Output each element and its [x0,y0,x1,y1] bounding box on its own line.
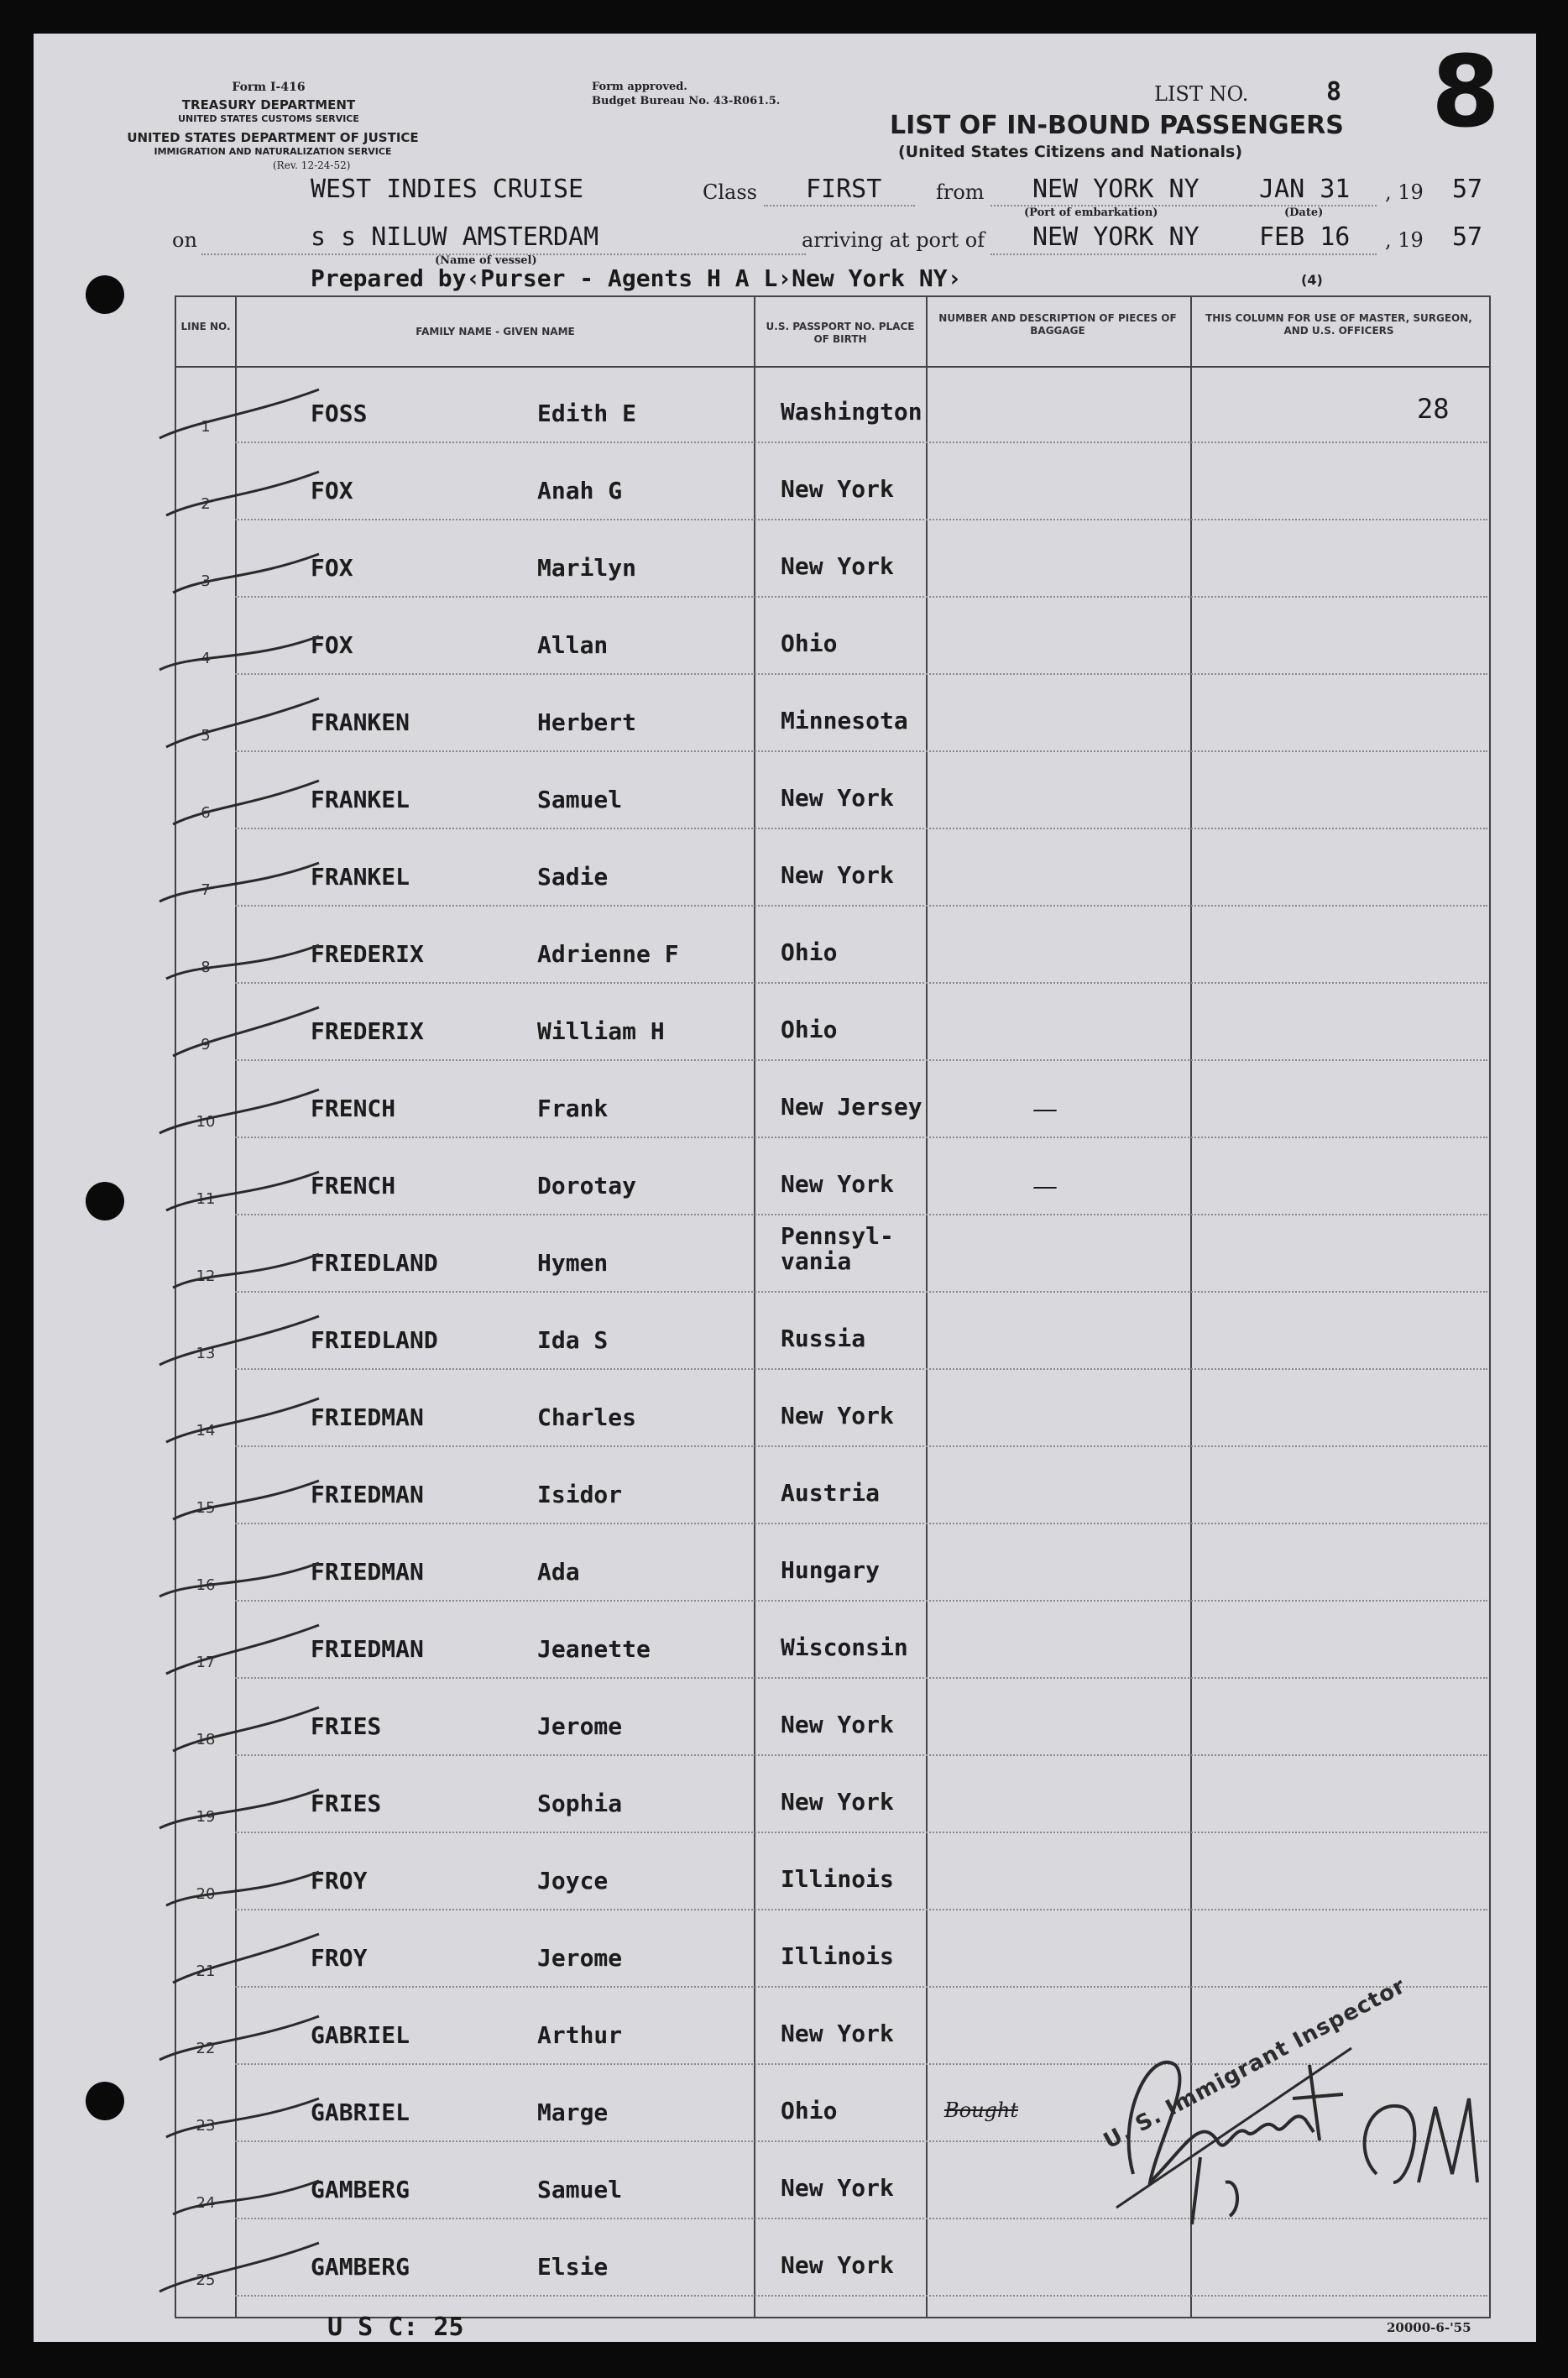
form-number: Form I-416 [232,81,306,94]
line-number: 4 [201,650,211,667]
place-of-birth: Hungary [781,1556,881,1584]
given-name: Hymen [537,1249,609,1277]
place-of-birth: New York [781,1711,894,1738]
place-of-birth: New York [781,475,894,503]
given-name: Marge [537,2098,609,2126]
given-name: Joyce [537,1867,609,1895]
line-number: 20 [196,1885,216,1903]
family-name: FOX [311,554,353,582]
year-prefix-2: , 19 [1385,228,1424,252]
place-of-birth: Austria [781,1479,881,1507]
customs-service: UNITED STATES CUSTOMS SERVICE [178,113,359,124]
prepared-by: Prepared by‹Purser - Agents H A L›New York NY› [311,264,962,292]
line-number: 16 [196,1576,216,1594]
line-number: 21 [196,1963,216,1980]
depart-year: 57 [1452,175,1483,204]
family-name: FOX [311,477,353,504]
line-number: 7 [201,881,211,899]
given-name: Jeanette [537,1635,651,1663]
family-name: FRIEDMAN [311,1635,424,1663]
baggage-description: — [1032,1172,1058,1201]
year-prefix-1: , 19 [1385,180,1424,204]
revision-date: (Rev. 12-24-52) [273,159,351,171]
given-name: Sadie [537,863,609,891]
given-name: Samuel [537,786,623,813]
place-of-birth: Wisconsin [781,1633,908,1661]
line-number: 24 [196,2194,216,2212]
family-name: GAMBERG [311,2253,410,2281]
family-name: FROY [311,1867,368,1895]
family-name: FRENCH [311,1172,396,1199]
family-name: FRIEDLAND [311,1249,438,1277]
family-name: FRANKEL [311,786,410,813]
given-name: Marilyn [537,554,637,582]
arrival-date: FEB 16 [1259,222,1351,252]
punch-hole-top [86,275,124,314]
inspector-signature [1100,2015,1519,2233]
given-name: Ida S [537,1326,609,1354]
justice-dept: UNITED STATES DEPARTMENT OF JUSTICE [127,130,419,145]
given-name: Sophia [537,1790,623,1817]
class-label: Class [703,180,757,204]
family-name: FRIES [311,1712,382,1740]
given-name: Herbert [537,708,637,736]
line-number: 8 [201,959,211,976]
family-name: FREDERIX [311,940,424,968]
line-number: 14 [196,1422,216,1440]
from-label: from [936,180,985,204]
place-of-birth: New York [781,1402,894,1429]
place-of-birth: New York [781,2174,894,2202]
line-number: 19 [196,1808,216,1826]
given-name: Edith E [537,400,637,427]
family-name: FOX [311,631,353,659]
given-name: Adrienne F [537,940,679,968]
family-name: FRENCH [311,1095,396,1122]
page-corner-number: 8 [1431,34,1501,149]
family-name: FRIEDLAND [311,1326,438,1354]
vessel-caption: (Name of vessel) [435,254,537,267]
given-name: Frank [537,1095,609,1122]
treasury-dept: TREASURY DEPARTMENT [181,97,356,112]
family-name: GAMBERG [311,2176,410,2203]
place-of-birth: Ohio [781,2097,838,2125]
col-passport: U.S. PASSPORT NO. PLACE OF BIRTH [766,321,915,345]
col-name: FAMILY NAME - GIVEN NAME [416,326,575,337]
document-subtitle: (United States Citizens and Nationals) [898,143,1243,161]
col-officers: THIS COLUMN FOR USE OF MASTER, SURGEON, AND U.S. OFFICERS [1205,312,1472,337]
line-number: 9 [201,1036,211,1053]
place-of-birth: Russia [781,1325,866,1352]
line-number: 2 [201,495,211,513]
family-name: FRIEDMAN [311,1481,424,1508]
place-of-birth: New Jersey [781,1093,923,1121]
arrival-port: NEW YORK NY [1032,222,1200,252]
family-name: FOSS [311,400,368,427]
family-name: FRANKEL [311,863,410,891]
family-name: FREDERIX [311,1017,424,1045]
passenger-list-sheet [34,34,1536,2342]
embark-port: NEW YORK NY [1032,175,1200,204]
line-number: 12 [196,1267,216,1285]
budget-bureau: Budget Bureau No. 43-R061.5. [592,95,781,107]
form-approved: Form approved. [592,81,687,93]
given-name: Dorotay [537,1172,637,1199]
place-of-birth: New York [781,2020,894,2047]
place-of-birth: New York [781,1788,894,1816]
place-of-birth: Ohio [781,630,838,657]
cruise-name: WEST INDIES CRUISE [311,175,584,204]
list-no-label: LIST NO. [1154,82,1249,106]
document-title: LIST OF IN-BOUND PASSENGERS [890,111,1344,140]
line-number: 23 [196,2117,216,2135]
place-of-birth: New York [781,784,894,812]
family-name: GABRIEL [311,2098,410,2126]
line-number: 15 [196,1499,216,1517]
prepared-note: (4) [1301,272,1323,288]
footer-code: 20000-6-'55 [1387,2320,1471,2335]
line-number: 25 [196,2271,216,2289]
line-number: 10 [196,1113,216,1131]
date-caption: (Date) [1284,206,1324,219]
place-of-birth: Ohio [781,938,838,966]
line-number: 1 [201,418,211,436]
place-of-birth: New York [781,1170,894,1198]
place-of-birth: New York [781,2251,894,2279]
line-number: 17 [196,1654,216,1671]
officer-note: 28 [1417,393,1450,425]
embark-port-caption: (Port of embarkation) [1024,206,1158,219]
on-label: on [172,228,197,252]
place-of-birth: Illinois [781,1942,894,1970]
punch-hole-bottom [86,2082,124,2120]
line-number: 11 [196,1190,216,1208]
given-name: Arthur [537,2021,623,2049]
given-name: Allan [537,631,609,659]
line-number: 18 [196,1731,216,1748]
family-name: FRANKEN [311,708,410,736]
list-no-value: 8 [1326,77,1342,107]
place-of-birth: Minnesota [781,707,908,734]
col-baggage: NUMBER AND DESCRIPTION OF PIECES OF BAGGAGE [938,312,1177,337]
line-number: 22 [196,2040,216,2057]
given-name: Ada [537,1558,580,1586]
baggage-description: — [1032,1095,1058,1124]
given-name: Charles [537,1403,637,1431]
stamp-text: U. S. Immigrant Inspector [1100,1973,1410,2155]
vessel-name: s s NILUW AMSTERDAM [311,222,599,252]
given-name: Jerome [537,1944,623,1972]
place-of-birth: Illinois [781,1865,894,1893]
immigration-service: IMMIGRATION AND NATURALIZATION SERVICE [154,146,392,157]
line-number: 6 [201,804,211,822]
family-name: FROY [311,1944,368,1972]
given-name: Isidor [537,1481,623,1508]
given-name: Jerome [537,1712,623,1740]
arrival-year: 57 [1452,222,1483,252]
family-name: GABRIEL [311,2021,410,2049]
place-of-birth: New York [781,552,894,580]
place-of-birth: Ohio [781,1016,838,1043]
given-name: Elsie [537,2253,609,2281]
place-of-birth: Pennsyl- vania [781,1222,894,1275]
footer-count: U S C: 25 [327,2313,464,2342]
place-of-birth: New York [781,861,894,889]
line-number: 13 [196,1345,216,1362]
family-name: FRIEDMAN [311,1403,424,1431]
arriving-label: arriving at port of [802,228,985,252]
family-name: FRIEDMAN [311,1558,424,1586]
given-name: Samuel [537,2176,623,2203]
baggage-description: Bought [944,2098,1019,2122]
given-name: Anah G [537,477,623,504]
place-of-birth: Washington [781,398,923,426]
depart-date: JAN 31 [1259,175,1351,204]
class-value: FIRST [806,175,882,204]
given-name: William H [537,1017,665,1045]
family-name: FRIES [311,1790,382,1817]
line-number: 5 [201,727,211,745]
col-line-no: LINE NO. [180,321,231,332]
line-number: 3 [201,572,211,590]
punch-hole-middle [86,1182,124,1220]
